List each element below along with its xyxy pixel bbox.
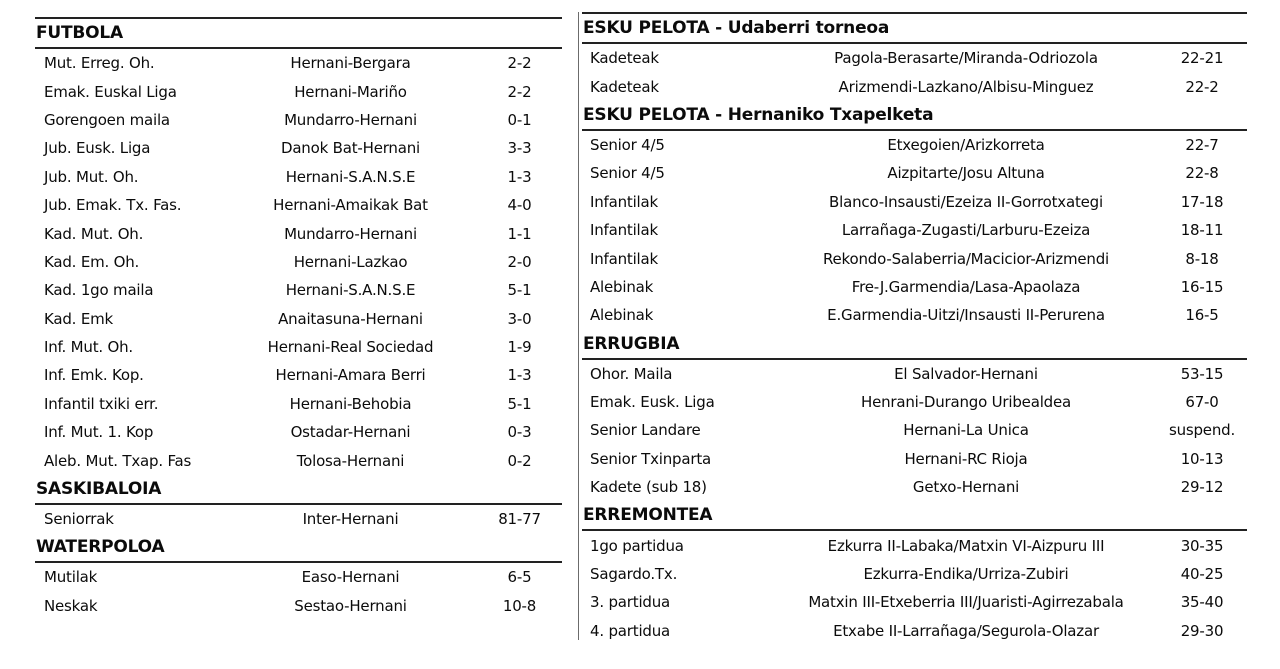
row-score: 22-21: [1180, 49, 1224, 68]
row-category: Kadeteak: [590, 49, 659, 68]
section-title: WATERPOLOA: [35, 533, 562, 563]
result-row: [582, 44, 1247, 72]
row-category: Senior 4/5: [590, 135, 665, 154]
result-row: [582, 72, 1247, 100]
row-category: 1go partidua: [590, 536, 684, 555]
row-match: Hernani-La Unica: [903, 421, 1029, 440]
row-match: Hernani-Lazkao: [293, 252, 408, 271]
row-score: 17-18: [1180, 192, 1224, 211]
row-score: 1-3: [507, 167, 532, 186]
result-row: [582, 188, 1247, 216]
row-match: Etxabe II-Larrañaga/Segurola-Olazar: [833, 621, 1099, 640]
row-category: Senior Txinparta: [590, 449, 712, 468]
row-category: Kad. Emk: [44, 309, 113, 328]
row-score: 29-30: [1180, 621, 1224, 640]
row-category: Kad. Em. Oh.: [44, 252, 140, 271]
row-match: Hernani-Amaikak Bat: [273, 196, 428, 215]
row-score: 5-1: [507, 281, 532, 300]
result-row: [582, 531, 1247, 559]
row-category: Infantilak: [590, 192, 659, 211]
row-score: 22-7: [1185, 135, 1219, 154]
row-match: Henrani-Durango Uribealdea: [860, 393, 1071, 412]
row-score: 18-11: [1180, 221, 1224, 240]
row-match: Anaitasuna-Hernani: [278, 309, 423, 328]
row-score: 4-0: [507, 196, 532, 215]
row-score: 0-3: [507, 423, 532, 442]
row-category: Kadete (sub 18): [590, 478, 707, 497]
result-row: [35, 248, 562, 276]
row-category: Inf. Mut. Oh.: [44, 338, 134, 357]
row-category: 4. partidua: [590, 621, 671, 640]
row-score: 53-15: [1180, 364, 1224, 383]
result-row: [35, 49, 562, 77]
row-match: Hernani-Bergara: [290, 54, 411, 73]
row-score: 0-1: [507, 110, 532, 129]
result-row: [35, 191, 562, 219]
result-row: [582, 445, 1247, 473]
results-section: [582, 101, 1247, 330]
row-match: Mundarro-Hernani: [284, 224, 417, 243]
row-score: 22-8: [1185, 164, 1219, 183]
result-row: [35, 563, 562, 591]
row-category: Aleb. Mut. Txap. Fas: [44, 451, 192, 470]
row-category: Mutilak: [44, 568, 98, 587]
row-score: 30-35: [1180, 536, 1224, 555]
row-category: Jub. Eusk. Liga: [44, 139, 151, 158]
row-category: Infantilak: [590, 249, 659, 268]
result-row: [582, 273, 1247, 301]
section-title: SASKIBALOIA: [35, 475, 562, 505]
row-match: Tolosa-Hernani: [296, 451, 405, 470]
results-section: [35, 475, 562, 533]
row-category: Sagardo.Tx.: [590, 565, 678, 584]
row-category: Inf. Mut. 1. Kop: [44, 423, 154, 442]
row-match: Easo-Hernani: [301, 568, 400, 587]
row-score: 16-15: [1180, 277, 1224, 296]
row-category: Gorengoen maila: [44, 110, 170, 129]
row-category: Emak. Eusk. Liga: [590, 393, 715, 412]
result-row: [35, 106, 562, 134]
result-row: [582, 617, 1247, 645]
row-score: 0-2: [507, 451, 532, 470]
results-section: [35, 533, 562, 620]
result-row: [582, 244, 1247, 272]
row-category: Kad. Mut. Oh.: [44, 224, 144, 243]
row-match: Hernani-RC Rioja: [904, 449, 1028, 468]
row-category: Inf. Emk. Kop.: [44, 366, 144, 385]
row-score: 8-18: [1185, 249, 1219, 268]
result-row: [35, 505, 562, 533]
results-section: [582, 330, 1247, 502]
result-row: [35, 276, 562, 304]
row-category: Ohor. Maila: [590, 364, 673, 383]
row-score: 2-2: [507, 54, 532, 73]
row-match: Hernani-Real Sociedad: [267, 338, 434, 357]
row-category: Senior 4/5: [590, 164, 665, 183]
row-category: 3. partidua: [590, 593, 671, 612]
results-section: [582, 12, 1247, 101]
row-category: Emak. Euskal Liga: [44, 82, 177, 101]
row-match: Pagola-Berasarte/Miranda-Odriozola: [834, 49, 1098, 68]
result-row: [35, 592, 562, 620]
row-match: El Salvador-Hernani: [894, 364, 1038, 383]
row-category: Neskak: [44, 596, 98, 615]
row-match: Sestao-Hernani: [294, 596, 407, 615]
row-match: Mundarro-Hernani: [284, 110, 417, 129]
row-match: Hernani-S.A.N.S.E: [285, 167, 416, 186]
row-score: 40-25: [1180, 565, 1224, 584]
row-match: Hernani-Behobia: [289, 394, 412, 413]
row-score: 1-3: [507, 366, 532, 385]
row-score: 67-0: [1185, 393, 1219, 412]
row-category: Infantil txiki err.: [44, 394, 159, 413]
row-match: E.Garmendia-Uitzi/Insausti II-Perurena: [827, 306, 1105, 325]
right-results-column: [582, 12, 1247, 645]
row-match: Blanco-Insausti/Ezeiza II-Gorrotxategi: [829, 192, 1103, 211]
row-score: 35-40: [1180, 593, 1224, 612]
row-category: Senior Landare: [590, 421, 701, 440]
result-row: [35, 418, 562, 446]
row-match: Hernani-S.A.N.S.E: [285, 281, 416, 300]
section-title: FUTBOLA: [35, 17, 562, 49]
result-row: [35, 333, 562, 361]
row-match: Danok Bat-Hernani: [280, 139, 421, 158]
row-match: Rekondo-Salaberria/Macicior-Arizmendi: [822, 249, 1110, 268]
row-score: suspend.: [1168, 421, 1236, 440]
result-row: [35, 390, 562, 418]
result-row: [582, 588, 1247, 616]
section-title: ESKU PELOTA - Hernaniko Txapelketa: [582, 101, 1247, 131]
result-row: [582, 301, 1247, 329]
result-row: [35, 134, 562, 162]
row-match: Larrañaga-Zugasti/Larburu-Ezeiza: [841, 221, 1091, 240]
row-score: 81-77: [498, 510, 541, 529]
row-match: Aizpitarte/Josu Altuna: [887, 164, 1045, 183]
row-score: 2-0: [507, 252, 532, 271]
row-score: 2-2: [507, 82, 532, 101]
row-category: Seniorrak: [44, 510, 114, 529]
row-match: Ezkurra II-Labaka/Matxin VI-Aizpuru III: [827, 536, 1105, 555]
row-score: 29-12: [1180, 478, 1224, 497]
row-match: Hernani-Mariño: [294, 82, 407, 101]
row-score: 3-0: [507, 309, 532, 328]
result-row: [35, 163, 562, 191]
row-category: Alebinak: [590, 277, 654, 296]
result-row: [35, 361, 562, 389]
section-title: ERRUGBIA: [582, 330, 1247, 360]
result-row: [582, 416, 1247, 444]
row-score: 6-5: [507, 568, 532, 587]
row-match: Ezkurra-Endika/Urriza-Zubiri: [863, 565, 1069, 584]
row-score: 3-3: [507, 139, 532, 158]
row-match: Fre-J.Garmendia/Lasa-Apaolaza: [851, 277, 1081, 296]
row-category: Kadeteak: [590, 77, 659, 96]
result-row: [35, 219, 562, 247]
row-score: 10-8: [502, 596, 537, 615]
result-row: [35, 446, 562, 474]
left-results-column: [35, 17, 562, 620]
row-category: Jub. Emak. Tx. Fas.: [44, 196, 182, 215]
row-match: Inter-Hernani: [302, 510, 399, 529]
row-category: Jub. Mut. Oh.: [44, 167, 139, 186]
result-row: [582, 131, 1247, 159]
row-match: Arizmendi-Lazkano/Albisu-Minguez: [838, 77, 1094, 96]
row-match: Etxegoien/Arizkorreta: [887, 135, 1045, 154]
results-section: [35, 17, 562, 475]
row-category: Infantilak: [590, 221, 659, 240]
row-category: Kad. 1go maila: [44, 281, 154, 300]
column-divider: [578, 12, 579, 640]
result-row: [582, 216, 1247, 244]
section-title: ERREMONTEA: [582, 501, 1247, 531]
row-score: 16-5: [1185, 306, 1219, 325]
result-row: [582, 360, 1247, 388]
row-score: 1-1: [507, 224, 532, 243]
row-category: Alebinak: [590, 306, 654, 325]
row-score: 1-9: [507, 338, 532, 357]
row-score: 5-1: [507, 394, 532, 413]
result-row: [35, 305, 562, 333]
results-section: [582, 501, 1247, 645]
row-score: 10-13: [1180, 449, 1224, 468]
row-match: Hernani-Amara Berri: [275, 366, 426, 385]
result-row: [582, 388, 1247, 416]
row-score: 22-2: [1185, 77, 1219, 96]
row-match: Ostadar-Hernani: [290, 423, 411, 442]
result-row: [582, 473, 1247, 501]
section-title: ESKU PELOTA - Udaberri torneoa: [582, 12, 1247, 44]
row-match: Getxo-Hernani: [912, 478, 1020, 497]
result-row: [582, 159, 1247, 187]
result-row: [35, 77, 562, 105]
row-category: Mut. Erreg. Oh.: [44, 54, 155, 73]
result-row: [582, 560, 1247, 588]
row-match: Matxin III-Etxeberria III/Juaristi-Agirrezabala: [808, 593, 1124, 612]
